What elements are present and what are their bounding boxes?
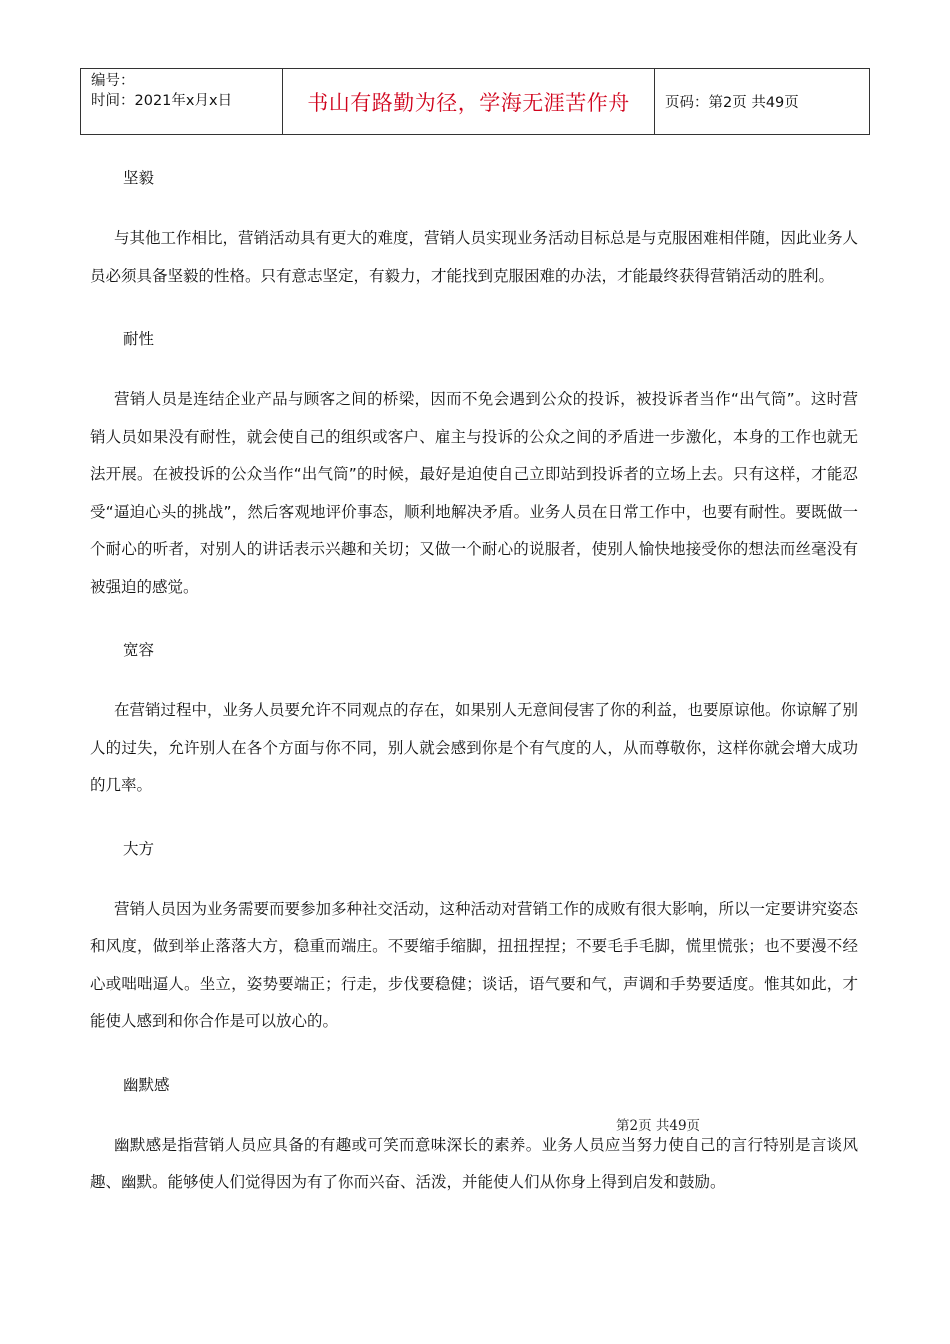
section-heading: 幽默感 [123, 1075, 170, 1094]
section-heading: 耐性 [123, 330, 155, 348]
section-heading: 坚毅 [123, 169, 155, 187]
header-info-cell [81, 69, 283, 134]
section-paragraph: 在营销过程中，业务人员要允许不同观点的存在，如果别人无意间侵害了你的利益，也要原谅他。你谅解了别人的过失，允许别人在各个方面与你不同，别人就会感到你是个有气度的人，从而尊敬你，这样你就会增大成功的几率。 [90, 701, 859, 794]
section-paragraph: 与其他工作相比，营销活动具有更大的难度，营销人员实现业务活动目标总是与克服困难相伴随，因此业务人员必须具备坚毅的性格。只有意志坚定，有毅力，才能找到克服困难的办法，才能最终获得营销活动的胜利。 [90, 229, 859, 285]
document-body [90, 160, 858, 1202]
section-paragraph: 幽默感是指营销人员应具备的有趣或可笑而意味深长的素养。业务人员应当努力使自己的言行特别是言谈风趣、幽默。能够使人们觉得因为有了你而兴奋、活泼，并能使人们从你身上得到启发和鼓励。 [90, 1135, 858, 1191]
section-heading: 宽容 [123, 641, 155, 659]
document-date-label: 时间：2021年x月x日 [91, 93, 233, 109]
header-page-cell [655, 69, 869, 134]
section-paragraph: 营销人员是连结企业产品与顾客之间的桥梁，因而不免会遇到公众的投诉，被投诉者当作“出气筒”。这时营销人员如果没有耐性，就会使自己的组织或客户、雇主与投诉的公众之间的矛盾进一步激化，本身的工作也就无法开展。在被投诉的公众当作“出气筒”的时候，最好是迫使自己立即站到投诉者的立场上去。只有这样，才能忍受“逼迫心头的挑战”，然后客观地评价事态，顺利地解决矛盾。业务人员在日常工作中，也要有耐性。要既做一个耐心的听者，对别人的讲话表示兴趣和关切；又做一个耐心的说服者，使别人愉快地接受你的想法而丝毫没有被强迫的感觉。 [90, 390, 858, 596]
header-motto-cell [283, 69, 655, 134]
document-number-label: 编号： [91, 73, 135, 89]
header-motto: 书山有路勤为径，学海无涯苦作舟 [307, 90, 630, 115]
section-heading: 大方 [123, 839, 155, 858]
footer-page-number: 第2页 共49页 [616, 1118, 701, 1134]
header-table [80, 68, 870, 135]
header-page-label: 页码：第2页 共49页 [665, 95, 799, 111]
section-paragraph: 营销人员因为业务需要而要参加多种社交活动，这种活动对营销工作的成败有很大影响，所以一定要讲究姿态和风度，做到举止落落大方，稳重而端庄。不要缩手缩脚，扭扭捏捏；不要毛手毛脚，慌里慌张；也不要漫不经心或咄咄逼人。坐立，姿势要端正；行走，步伐要稳健；谈话，语气要和气，声调和手势要适度。惟其如此，才能使人感到和你合作是可以放心的。 [90, 899, 859, 1030]
